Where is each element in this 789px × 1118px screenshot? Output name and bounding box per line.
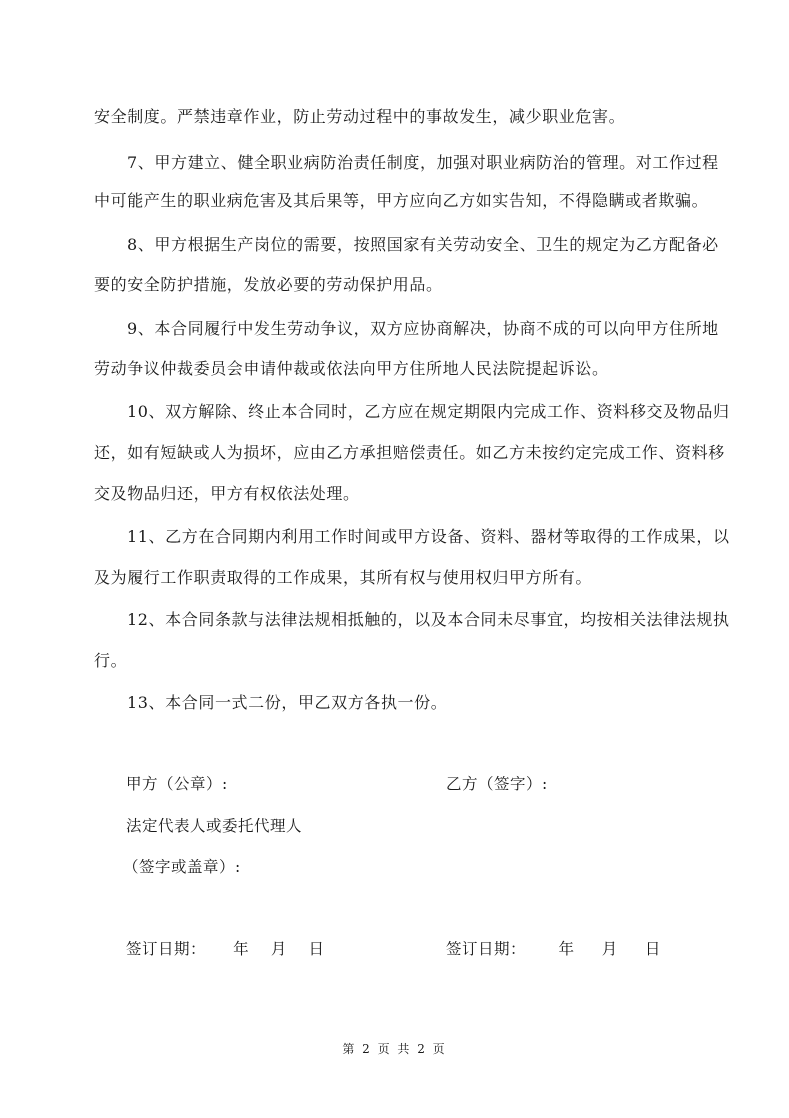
clause-text-line: 中可能产生的职业病危害及其后果等，甲方应向乙方如实告知，不得隐瞒或者欺骗。	[94, 191, 709, 210]
party-b-sign-date: 签订日期： 年 月 日	[446, 940, 661, 958]
party-b-signature-label: 乙方（签字）:	[446, 775, 548, 793]
party-a-seal-label: 甲方（公章）:	[126, 775, 228, 793]
clause-text-line: 还，如有短缺或人为损坏，应由乙方承担赔偿责任。如乙方未按约定完成工作、资料移	[94, 443, 725, 462]
clause-8-line: 8、甲方根据生产岗位的需要，按照国家有关劳动安全、卫生的规定为乙方配备必	[127, 235, 719, 254]
page-number-footer: 第 2 页 共 2 页	[342, 1042, 447, 1056]
clause-12-line: 12、本合同条款与法律法规相抵触的，以及本合同未尽事宜，均按相关法律法规执	[127, 610, 730, 629]
party-a-sign-date: 签订日期： 年 月 日	[126, 940, 325, 958]
clause-13-line: 13、本合同一式二份，甲乙双方各执一份。	[127, 693, 448, 712]
clause-10-line: 10、双方解除、终止本合同时，乙方应在规定期限内完成工作、资料移交及物品归	[127, 402, 730, 421]
clause-text-line: 交及物品归还，甲方有权依法处理。	[94, 484, 360, 503]
clause-9-line: 9、本合同履行中发生劳动争议，双方应协商解决，协商不成的可以向甲方住所地	[127, 319, 719, 338]
clause-text-line: 及为履行工作职责取得的工作成果，其所有权与使用权归甲方所有。	[94, 568, 593, 587]
clause-11-line: 11、乙方在合同期内利用工作时间或甲方设备、资料、器材等取得的工作成果，以	[127, 527, 730, 546]
clause-text-line: 要的安全防护措施，发放必要的劳动保护用品。	[94, 275, 443, 294]
legal-representative-label: 法定代表人或委托代理人	[126, 817, 303, 835]
sign-or-seal-label: （签字或盖章）:	[123, 858, 241, 876]
clause-text-line: 劳动争议仲裁委员会申请仲裁或依法向甲方住所地人民法院提起诉讼。	[94, 359, 609, 378]
clause-text-line: 安全制度。严禁违章作业，防止劳动过程中的事故发生，减少职业危害。	[94, 107, 626, 126]
clause-text-line: 行。	[94, 651, 128, 670]
clause-7-line: 7、甲方建立、健全职业病防治责任制度，加强对职业病防治的管理。对工作过程	[127, 153, 719, 172]
